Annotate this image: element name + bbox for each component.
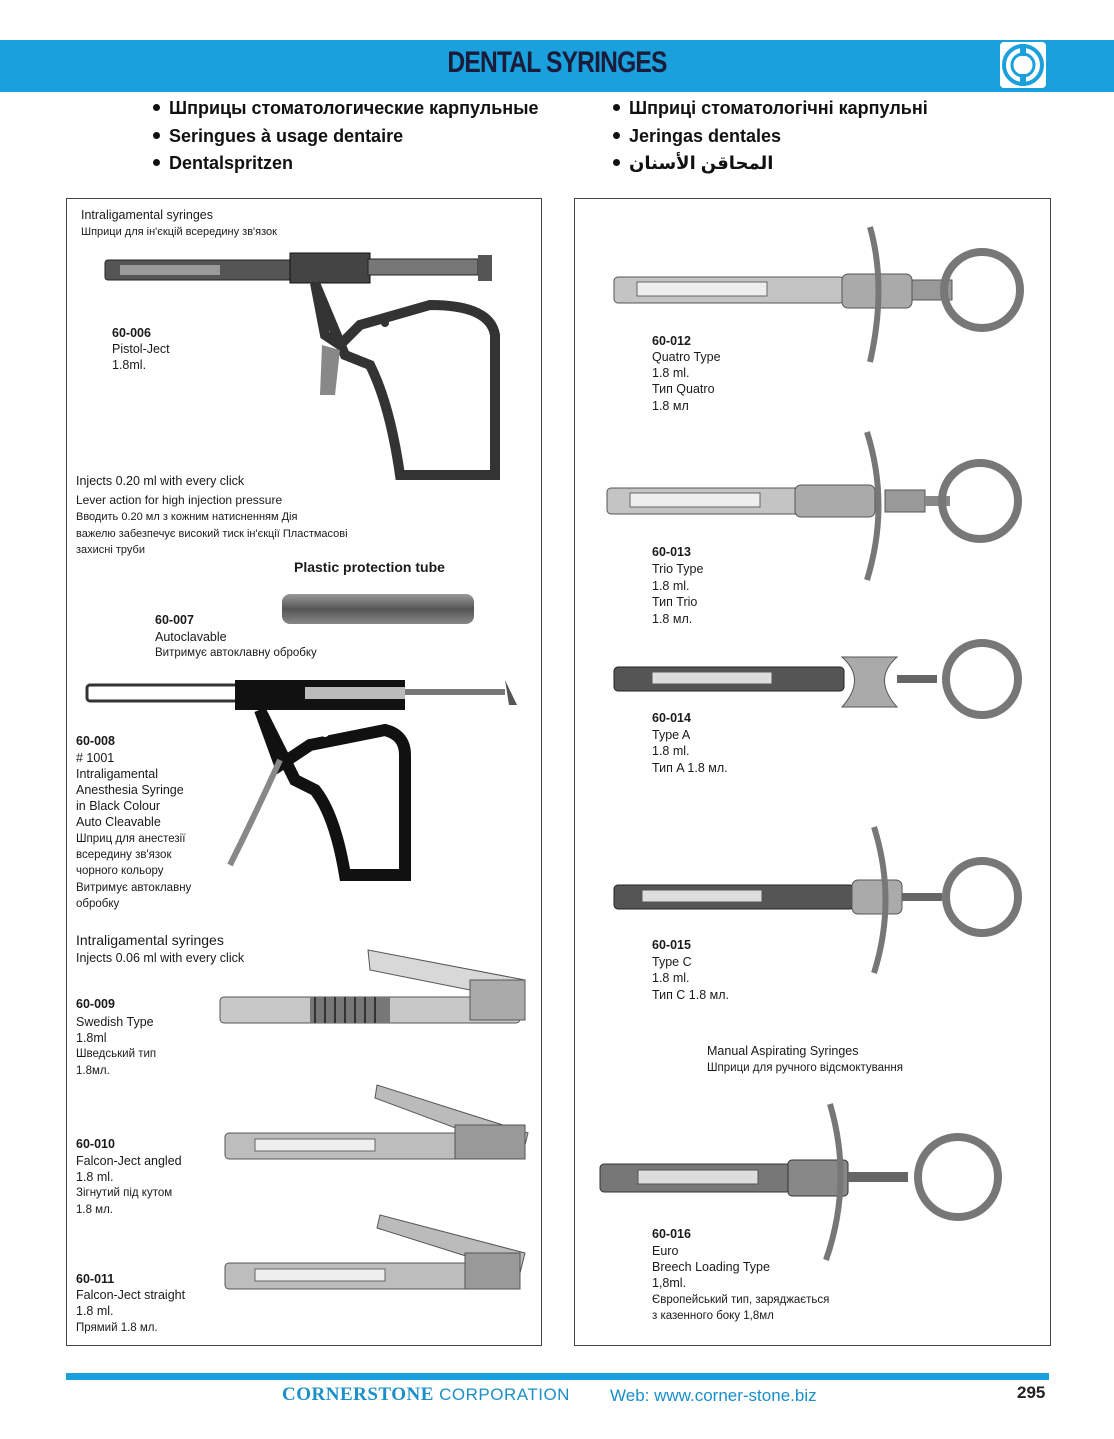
- footer-web-link[interactable]: Web: www.corner-stone.biz: [610, 1386, 817, 1405]
- product-line: 1.8 ml.: [652, 744, 690, 758]
- language-line-es: Jeringas dentales: [613, 126, 781, 147]
- product-line: Type A: [652, 728, 691, 742]
- note-line: Вводить 0.20 мл з кожним натисненням Дія: [76, 511, 298, 523]
- falcon-ject-angled-image: [225, 1083, 535, 1163]
- product-line: Quatro Type: [652, 350, 721, 364]
- product-line: Тип A 1.8 мл.: [652, 761, 728, 775]
- product-line: in Black Colour: [76, 799, 161, 813]
- product-line: Type C: [652, 955, 692, 969]
- product-line: 1.8 мл.: [76, 1204, 113, 1216]
- product-line: Swedish Type: [76, 1015, 154, 1029]
- product-line: Euro: [652, 1244, 679, 1258]
- product-line: 1.8 ml.: [652, 366, 690, 380]
- product-line: Falcon-Ject straight: [76, 1288, 186, 1302]
- product-code-60-013: 60-013: [652, 545, 691, 559]
- page-number: 295: [1017, 1383, 1046, 1402]
- language-line-ar: المحاقن الأسنان: [613, 153, 773, 174]
- plastic-tube-image: [282, 594, 474, 624]
- language-line-ua: Шприці стоматологічні карпульні: [613, 98, 928, 119]
- note-line: захисні труби: [76, 544, 145, 556]
- product-line: Витримує автоклавну обробку: [155, 647, 317, 659]
- product-line: 1.8 мл.: [652, 612, 693, 626]
- product-line: Autoclavable: [155, 630, 227, 644]
- product-line: Falcon-Ject angled: [76, 1154, 182, 1168]
- note-line: Lever action for high injection pressure: [76, 493, 283, 507]
- section-title-intraligamental: Intraligamental syringes: [81, 208, 214, 222]
- product-code-60-010: 60-010: [76, 1137, 115, 1151]
- product-code-60-014: 60-014: [652, 711, 691, 725]
- pistol-ject-image: [100, 245, 500, 485]
- product-line: Pistol-Ject: [112, 342, 170, 356]
- language-line-de: Dentalspritzen: [153, 153, 293, 174]
- plastic-tube-label: Plastic protection tube: [294, 559, 445, 575]
- product-line: Тип Quatro: [652, 382, 715, 396]
- note-line: Injects 0.20 ml with every click: [76, 474, 245, 488]
- product-code-60-007: 60-007: [155, 613, 194, 627]
- product-code-60-006: 60-006: [112, 326, 151, 340]
- product-code-60-012: 60-012: [652, 334, 691, 348]
- product-line: Європейський тип, заряджається: [652, 1294, 830, 1306]
- product-line: # 1001: [76, 751, 115, 765]
- product-line: Шприц для анестезії: [76, 833, 186, 845]
- product-line: чорного кольору: [76, 865, 164, 877]
- product-line: 1.8мл.: [76, 1065, 110, 1077]
- product-line: 1.8ml: [76, 1031, 107, 1045]
- product-line: 1.8 ml.: [652, 971, 690, 985]
- product-line: Intraligamental: [76, 767, 158, 781]
- product-line: Прямий 1.8 мл.: [76, 1322, 158, 1334]
- section-title-manual-aspirating: Manual Aspirating Syringes: [707, 1044, 859, 1058]
- product-code-60-011: 60-011: [76, 1272, 115, 1286]
- product-code-60-015: 60-015: [652, 938, 691, 952]
- product-line: Breech Loading Type: [652, 1260, 770, 1274]
- section-title-intraligamental-2: Intraligamental syringes: [76, 932, 224, 948]
- product-line: обробку: [76, 898, 120, 910]
- product-code-60-008: 60-008: [76, 734, 115, 748]
- language-line-ru: Шприцы стоматологические карпульные: [153, 98, 539, 119]
- product-line: всередину зв'язок: [76, 849, 172, 861]
- section-title-intraligamental-ua: Шприци для ін'єкцій всередину зв'язок: [81, 226, 277, 238]
- language-line-fr: Seringues à usage dentaire: [153, 126, 403, 147]
- product-code-60-009: 60-009: [76, 997, 115, 1011]
- product-line: Trio Type: [652, 562, 704, 576]
- product-line: Anesthesia Syringe: [76, 783, 184, 797]
- product-line: Тип C 1.8 мл.: [652, 988, 730, 1002]
- product-line: Шведський тип: [76, 1048, 157, 1060]
- footer-rule: [66, 1373, 1049, 1380]
- product-line: Тип Trio: [652, 595, 698, 609]
- product-line: 1,8ml.: [652, 1276, 687, 1290]
- note-line: важелю забезпечує високий тиск ін'єкції Пластмасові: [76, 528, 348, 540]
- product-line: Витримує автоклавну: [76, 882, 192, 894]
- falcon-ject-straight-image: [225, 1213, 535, 1293]
- section-note: Injects 0.06 ml with every click: [76, 951, 245, 965]
- product-code-60-016: 60-016: [652, 1227, 691, 1241]
- section-title-manual-aspirating-ua: Шприци для ручного відсмоктування: [707, 1062, 903, 1074]
- product-line: Зігнутий під кутом: [76, 1187, 173, 1199]
- product-line: Auto Cleavable: [76, 815, 161, 829]
- product-line: 1.8 ml.: [76, 1170, 114, 1184]
- page-title: DENTAL SYRINGES: [447, 46, 667, 79]
- product-line: 1.8ml.: [112, 358, 147, 372]
- product-line: 1.8 мл: [652, 399, 689, 413]
- product-line: 1.8 ml.: [652, 579, 690, 593]
- swedish-syringe-image: [220, 945, 530, 1035]
- brand-logo-icon: [1000, 42, 1046, 88]
- product-line: 1.8 ml.: [76, 1304, 114, 1318]
- product-line: з казенного боку 1,8мл: [652, 1310, 774, 1322]
- footer-brand: CORNERSTONE CORPORATION: [282, 1384, 570, 1405]
